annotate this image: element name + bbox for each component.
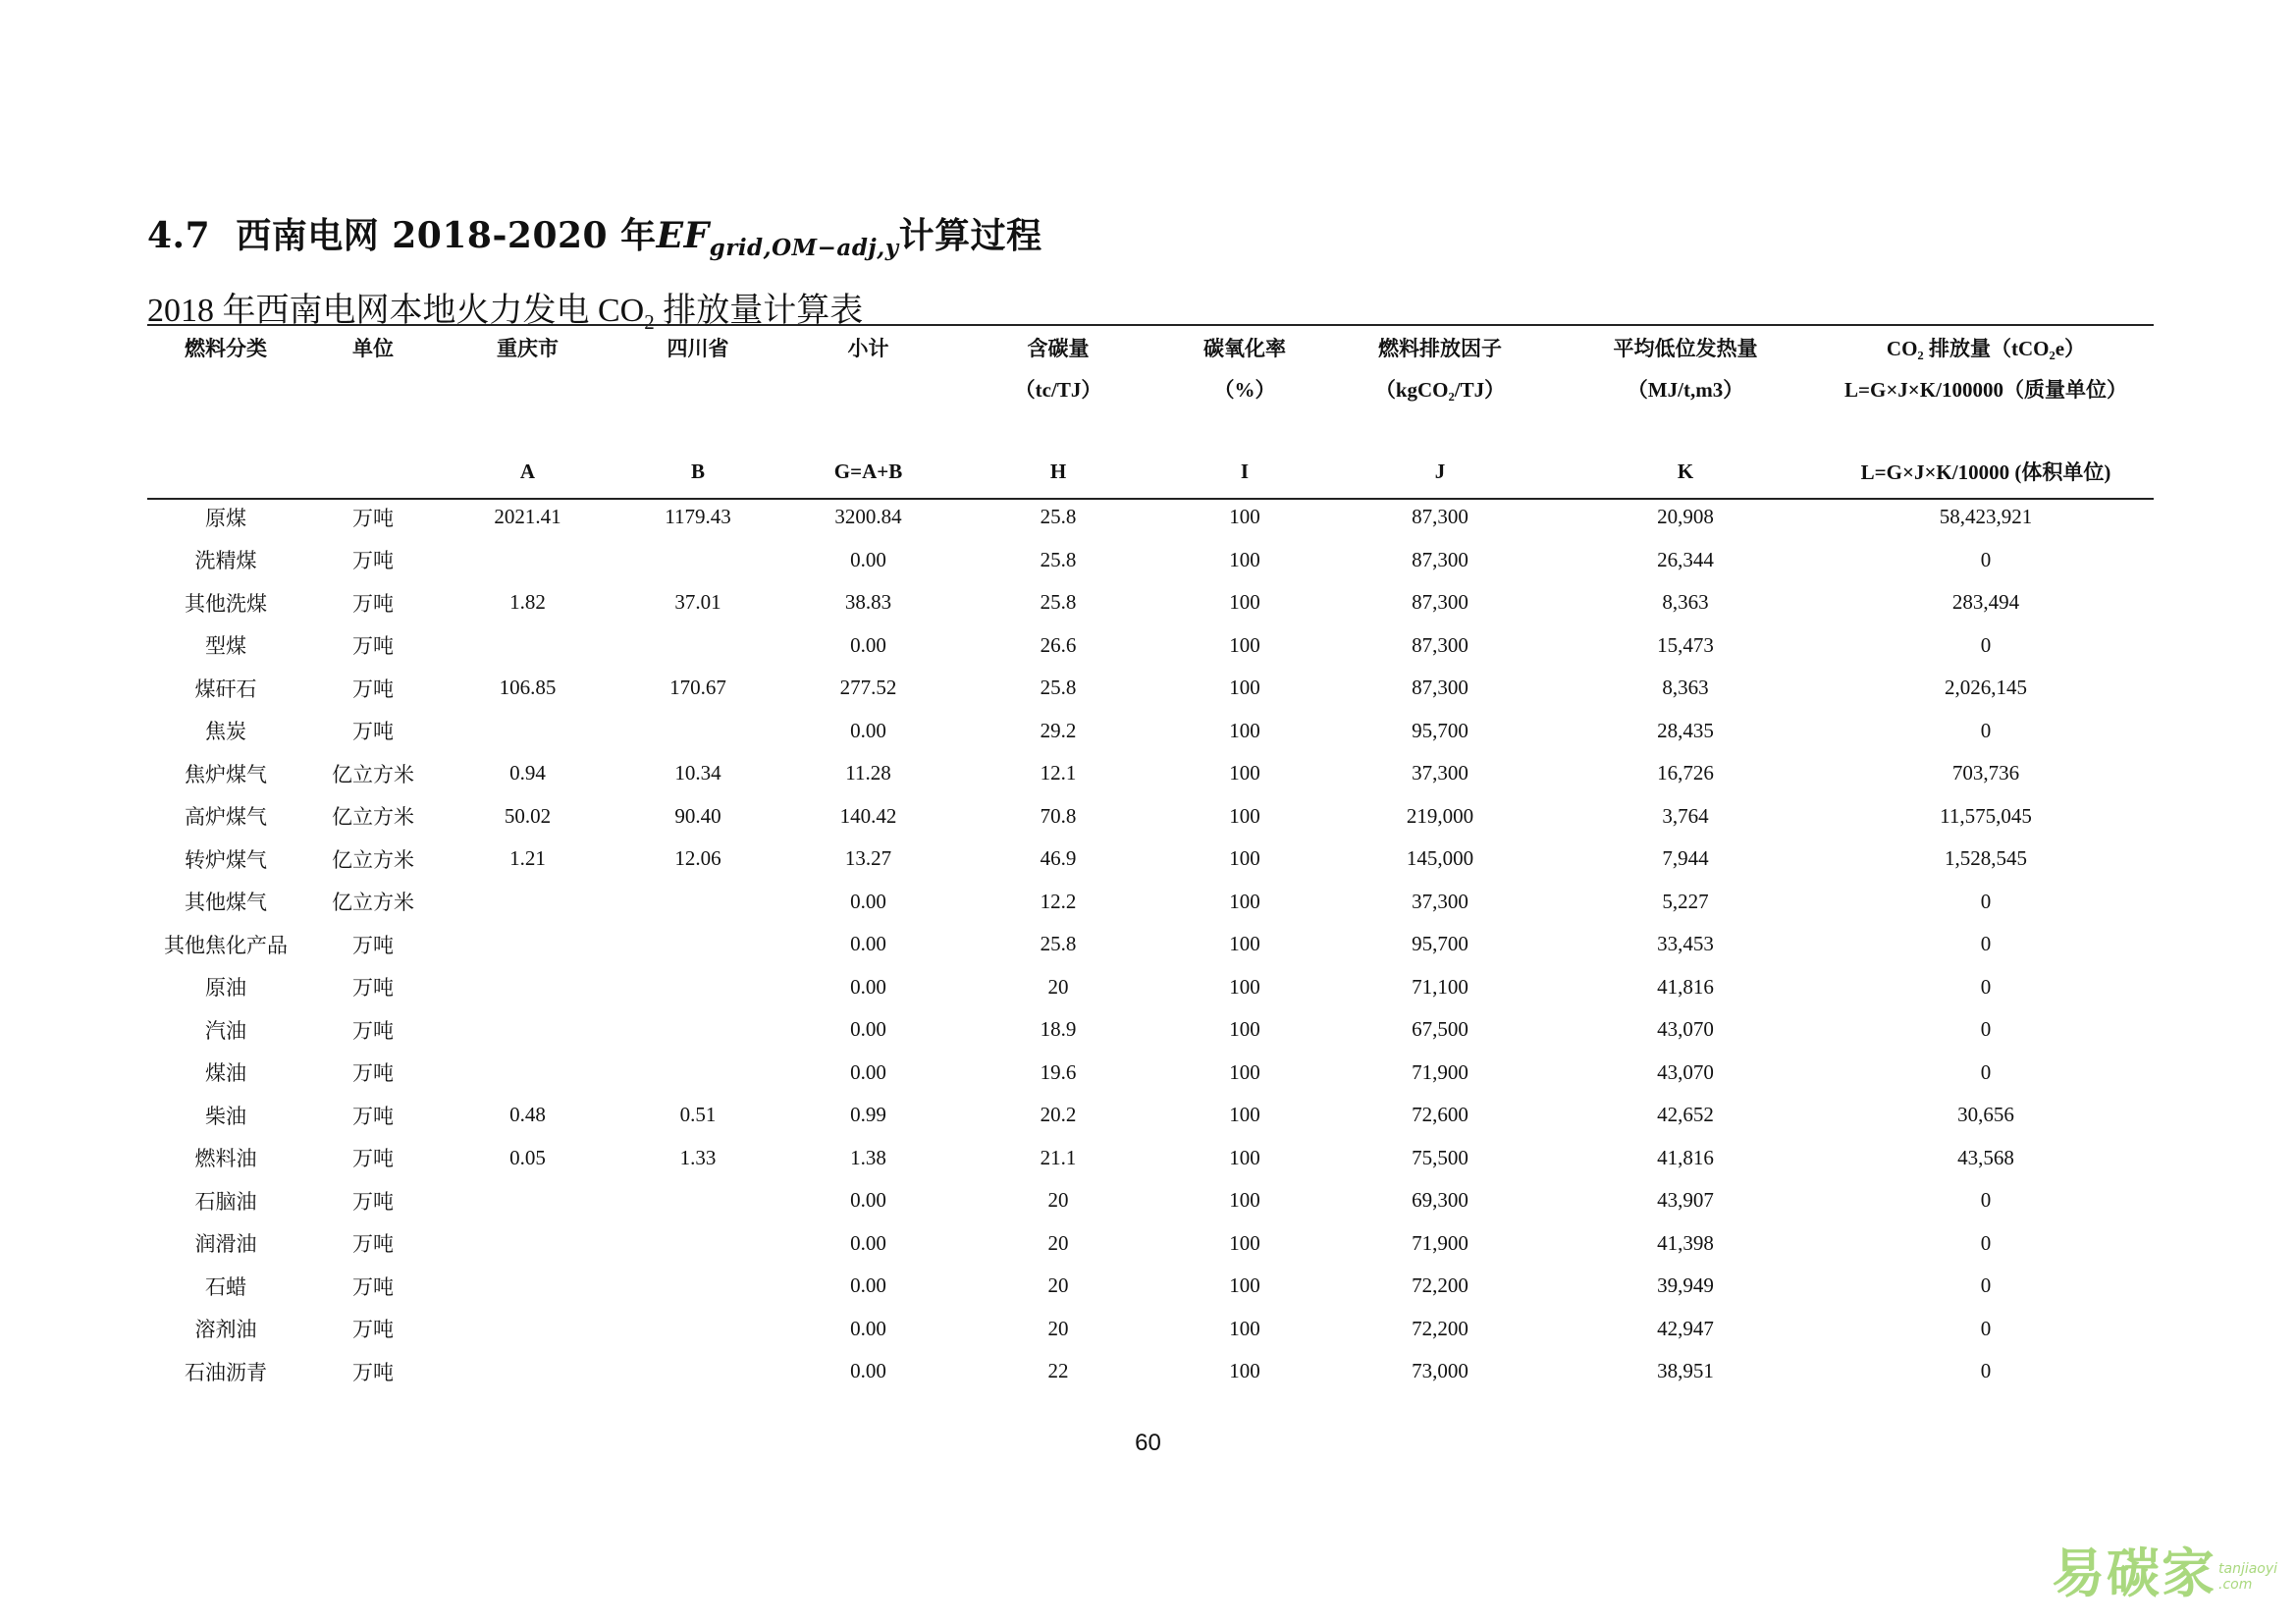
header-cell: （tc/TJ）	[1014, 378, 1102, 402]
cell-carbon-content: 20	[1047, 1316, 1069, 1340]
cell-carbon-content: 18.9	[1040, 1017, 1077, 1042]
cell-co2-emission: 0	[1980, 889, 1992, 913]
cell-fuel-type: 原油	[205, 976, 246, 1001]
cell-carbon-content: 70.8	[1040, 803, 1077, 828]
cell-co2-emission: 0	[1980, 632, 1992, 657]
cell-chongqing: 2021.41	[494, 505, 561, 529]
cell-unit: 万吨	[352, 720, 394, 744]
formula-main: EF	[656, 215, 710, 256]
cell-chongqing: 0.48	[509, 1103, 546, 1127]
cell-sichuan	[614, 966, 782, 1009]
cell-unit: 万吨	[352, 634, 394, 659]
cell-calorific-value: 7,944	[1662, 846, 1709, 871]
cell-emission-factor: 145,000	[1406, 846, 1474, 871]
cell-co2-emission: 0	[1980, 932, 1992, 956]
header-cell: A	[519, 459, 536, 483]
cell-fuel-type: 高炉煤气	[185, 805, 267, 830]
cell-co2-emission: 703,736	[1951, 761, 2020, 785]
cell-carbon-content: 20	[1047, 974, 1069, 999]
cell-sichuan	[614, 539, 782, 582]
cell-chongqing	[442, 1265, 614, 1308]
cell-chongqing: 0.05	[509, 1145, 546, 1169]
cell-fuel-type: 其他煤气	[185, 891, 267, 915]
cell-carbon-content: 25.8	[1040, 676, 1077, 700]
watermark-domain: tanjiaoyi .com	[2218, 1561, 2278, 1593]
cell-sichuan	[614, 881, 782, 924]
cell-co2-emission: 43,568	[1957, 1145, 2014, 1169]
cell-sichuan	[614, 1008, 782, 1052]
cell-oxidation-rate: 100	[1229, 676, 1260, 700]
caption-before: 2018 年西南电网本地火力发电 CO	[147, 293, 645, 329]
table-row	[147, 1137, 2154, 1180]
header-row-spacer	[147, 419, 2154, 447]
cell-subtotal: 0.00	[850, 1359, 886, 1383]
cell-chongqing	[442, 1222, 614, 1266]
cell-calorific-value: 16,726	[1657, 761, 1714, 785]
cell-unit: 万吨	[352, 1274, 394, 1299]
cell-fuel-type: 石脑油	[194, 1189, 257, 1214]
header-row-units	[147, 374, 2154, 419]
table-row	[147, 581, 2154, 624]
cell-chongqing: 1.21	[509, 846, 546, 871]
header-cell: 小计	[847, 337, 889, 360]
cell-unit: 万吨	[352, 549, 394, 573]
cell-calorific-value: 39,949	[1657, 1273, 1714, 1298]
heading-prefix: 西南电网 2018-2020 年	[236, 215, 657, 256]
cell-unit: 万吨	[352, 506, 394, 530]
table-row	[147, 1008, 2154, 1052]
heading-suffix: 计算过程	[898, 215, 1042, 256]
table-row	[147, 923, 2154, 966]
cell-sichuan: 1.33	[679, 1145, 717, 1169]
cell-subtotal: 0.00	[850, 1188, 886, 1213]
table-row	[147, 624, 2154, 668]
cell-co2-emission: 1,528,545	[1945, 846, 2027, 871]
cell-sichuan: 0.51	[679, 1103, 717, 1127]
header-cell	[304, 374, 442, 419]
cell-emission-factor: 87,300	[1412, 676, 1468, 700]
header-cell: 碳氧化率	[1203, 337, 1286, 360]
watermark-text: 易碳家	[2052, 1543, 2216, 1604]
cell-carbon-content: 25.8	[1040, 547, 1077, 571]
cell-emission-factor: 87,300	[1412, 547, 1468, 571]
cell-chongqing	[442, 1350, 614, 1393]
table-row	[147, 667, 2154, 710]
header-cell: （kgCO₂/TJ）	[1374, 378, 1506, 402]
cell-unit: 万吨	[352, 933, 394, 957]
cell-sichuan: 12.06	[674, 846, 721, 871]
header-cell: （%）	[1213, 378, 1276, 402]
cell-oxidation-rate: 100	[1229, 846, 1260, 871]
cell-oxidation-rate: 100	[1229, 547, 1260, 571]
cell-subtotal: 38.83	[844, 590, 892, 615]
cell-sichuan	[614, 1308, 782, 1351]
cell-oxidation-rate: 100	[1229, 932, 1260, 956]
cell-emission-factor: 87,300	[1412, 590, 1468, 615]
cell-calorific-value: 43,070	[1657, 1017, 1714, 1042]
cell-unit: 万吨	[352, 976, 394, 1001]
cell-sichuan	[614, 624, 782, 668]
cell-subtotal: 0.00	[850, 1059, 886, 1084]
cell-subtotal: 13.27	[844, 846, 892, 871]
cell-carbon-content: 22	[1047, 1359, 1069, 1383]
header-cell	[614, 374, 782, 419]
cell-oxidation-rate: 100	[1229, 590, 1260, 615]
table-row	[147, 752, 2154, 795]
cell-emission-factor: 71,900	[1412, 1059, 1468, 1084]
cell-oxidation-rate: 100	[1229, 718, 1260, 742]
cell-oxidation-rate: 100	[1229, 505, 1260, 529]
cell-unit: 亿立方米	[332, 805, 414, 830]
cell-subtotal: 0.00	[850, 718, 886, 742]
cell-fuel-type: 润滑油	[194, 1232, 257, 1257]
cell-carbon-content: 26.6	[1040, 632, 1077, 657]
cell-emission-factor: 71,900	[1412, 1230, 1468, 1255]
cell-chongqing	[442, 881, 614, 924]
cell-emission-factor: 72,600	[1412, 1103, 1468, 1127]
cell-co2-emission: 0	[1980, 974, 1992, 999]
cell-chongqing	[442, 539, 614, 582]
cell-co2-emission: 0	[1980, 718, 1992, 742]
cell-unit: 万吨	[352, 1018, 394, 1043]
cell-unit: 万吨	[352, 1232, 394, 1257]
cell-subtotal: 0.00	[850, 1273, 886, 1298]
header-cell	[304, 447, 442, 496]
cell-fuel-type: 石油沥青	[185, 1360, 267, 1384]
cell-oxidation-rate: 100	[1229, 974, 1260, 999]
header-cell: L=G×J×K/10000 (体积单位)	[1860, 460, 2111, 484]
cell-subtotal: 140.42	[839, 803, 897, 828]
cell-oxidation-rate: 100	[1229, 803, 1260, 828]
cell-fuel-type: 溶剂油	[194, 1318, 257, 1342]
cell-fuel-type: 石蜡	[205, 1274, 246, 1299]
cell-carbon-content: 25.8	[1040, 932, 1077, 956]
cell-fuel-type: 焦炭	[205, 720, 246, 744]
cell-calorific-value: 33,453	[1657, 932, 1714, 956]
table-row	[147, 881, 2154, 924]
cell-oxidation-rate: 100	[1229, 1188, 1260, 1213]
cell-chongqing	[442, 1052, 614, 1095]
cell-sichuan	[614, 710, 782, 753]
cell-unit: 万吨	[352, 1061, 394, 1086]
cell-fuel-type: 汽油	[205, 1018, 246, 1043]
cell-oxidation-rate: 100	[1229, 761, 1260, 785]
cell-fuel-type: 其他焦化产品	[164, 933, 288, 957]
cell-calorific-value: 41,816	[1657, 974, 1714, 999]
cell-emission-factor: 69,300	[1412, 1188, 1468, 1213]
header-cell	[147, 447, 304, 496]
cell-co2-emission: 11,575,045	[1940, 803, 2032, 828]
cell-calorific-value: 5,227	[1662, 889, 1709, 913]
cell-chongqing: 106.85	[499, 676, 557, 700]
cell-oxidation-rate: 100	[1229, 1316, 1260, 1340]
cell-calorific-value: 20,908	[1657, 505, 1714, 529]
cell-sichuan: 37.01	[674, 590, 721, 615]
cell-chongqing: 0.94	[509, 761, 546, 785]
cell-emission-factor: 87,300	[1412, 505, 1468, 529]
cell-calorific-value: 15,473	[1657, 632, 1714, 657]
table-row	[147, 1094, 2154, 1137]
cell-emission-factor: 219,000	[1406, 803, 1474, 828]
cell-carbon-content: 20	[1047, 1188, 1069, 1213]
cell-co2-emission: 30,656	[1957, 1103, 2014, 1127]
cell-sichuan	[614, 1052, 782, 1095]
cell-co2-emission: 0	[1980, 1017, 1992, 1042]
cell-calorific-value: 42,652	[1657, 1103, 1714, 1127]
table-row	[147, 795, 2154, 839]
cell-calorific-value: 26,344	[1657, 547, 1714, 571]
cell-subtotal: 277.52	[839, 676, 897, 700]
cell-oxidation-rate: 100	[1229, 1273, 1260, 1298]
table-row	[147, 1222, 2154, 1266]
table-row	[147, 1179, 2154, 1222]
header-cell: 重庆市	[497, 337, 559, 360]
cell-sichuan	[614, 923, 782, 966]
cell-sichuan: 90.40	[674, 803, 721, 828]
cell-calorific-value: 28,435	[1657, 718, 1714, 742]
cell-chongqing	[442, 1179, 614, 1222]
cell-co2-emission: 58,423,921	[1939, 505, 2033, 529]
cell-calorific-value: 41,398	[1657, 1230, 1714, 1255]
header-cell: I	[1240, 459, 1250, 483]
cell-oxidation-rate: 100	[1229, 889, 1260, 913]
cell-co2-emission: 0	[1980, 1059, 1992, 1084]
cell-emission-factor: 67,500	[1412, 1017, 1468, 1042]
cell-oxidation-rate: 100	[1229, 1145, 1260, 1169]
heading-formula	[656, 215, 899, 262]
cell-subtotal: 1.38	[850, 1145, 886, 1169]
table-row	[147, 966, 2154, 1009]
cell-sichuan	[614, 1350, 782, 1393]
cell-oxidation-rate: 100	[1229, 1103, 1260, 1127]
cell-sichuan: 10.34	[674, 761, 721, 785]
cell-chongqing	[442, 710, 614, 753]
cell-co2-emission: 0	[1980, 547, 1992, 571]
cell-co2-emission: 0	[1980, 1188, 1992, 1213]
page-number: 60	[1135, 1430, 1161, 1456]
cell-calorific-value: 3,764	[1662, 803, 1709, 828]
cell-chongqing	[442, 624, 614, 668]
cell-carbon-content: 19.6	[1040, 1059, 1077, 1084]
cell-unit: 万吨	[352, 591, 394, 616]
cell-subtotal: 0.00	[850, 889, 886, 913]
cell-subtotal: 0.00	[850, 1017, 886, 1042]
cell-sichuan	[614, 1222, 782, 1266]
cell-unit: 万吨	[352, 1104, 394, 1128]
cell-calorific-value: 41,816	[1657, 1145, 1714, 1169]
cell-carbon-content: 12.1	[1040, 761, 1077, 785]
cell-chongqing	[442, 966, 614, 1009]
cell-unit: 万吨	[352, 1360, 394, 1384]
cell-oxidation-rate: 100	[1229, 1017, 1260, 1042]
cell-fuel-type: 焦炉煤气	[185, 762, 267, 786]
table-row	[147, 1308, 2154, 1351]
cell-carbon-content: 25.8	[1040, 590, 1077, 615]
header-cell: 燃料分类	[185, 337, 267, 360]
cell-emission-factor: 87,300	[1412, 632, 1468, 657]
cell-calorific-value: 8,363	[1662, 676, 1709, 700]
cell-emission-factor: 71,100	[1412, 974, 1468, 999]
cell-unit: 亿立方米	[332, 847, 414, 872]
cell-sichuan: 1179.43	[665, 505, 731, 529]
cell-fuel-type: 其他洗煤	[185, 591, 267, 616]
table-row	[147, 710, 2154, 753]
header-cell: CO₂ 排放量（tCO₂e）	[1886, 337, 2086, 360]
header-row-codes	[147, 447, 2154, 496]
cell-sichuan: 170.67	[669, 676, 726, 700]
section-heading	[147, 208, 1042, 261]
header-cell: （MJ/t,m3）	[1627, 378, 1744, 402]
table-row	[147, 1265, 2154, 1308]
header-cell: 含碳量	[1027, 337, 1090, 360]
cell-subtotal: 11.28	[845, 761, 891, 785]
cell-oxidation-rate: 100	[1229, 632, 1260, 657]
cell-emission-factor: 72,200	[1412, 1273, 1468, 1298]
table-row	[147, 1350, 2154, 1393]
cell-subtotal: 0.99	[850, 1103, 886, 1127]
cell-carbon-content: 21.1	[1040, 1145, 1077, 1169]
cell-fuel-type: 煤矸石	[194, 677, 257, 701]
caption-subscript: 2	[644, 309, 655, 334]
cell-subtotal: 0.00	[850, 547, 886, 571]
caption-after: 排放量计算表	[654, 293, 864, 329]
table-row	[147, 539, 2154, 582]
cell-carbon-content: 25.8	[1040, 505, 1077, 529]
cell-unit: 万吨	[352, 1147, 394, 1171]
cell-unit: 万吨	[352, 677, 394, 701]
cell-carbon-content: 46.9	[1040, 846, 1077, 871]
cell-calorific-value: 43,907	[1657, 1188, 1714, 1213]
table-row	[147, 838, 2154, 881]
cell-fuel-type: 转炉煤气	[185, 847, 267, 872]
cell-emission-factor: 95,700	[1412, 932, 1468, 956]
cell-emission-factor: 72,200	[1412, 1316, 1468, 1340]
header-cell	[442, 374, 614, 419]
table-body	[147, 496, 2154, 1393]
table-row	[147, 1052, 2154, 1095]
cell-co2-emission: 0	[1980, 1316, 1992, 1340]
cell-sichuan	[614, 1265, 782, 1308]
header-cell: J	[1434, 459, 1446, 483]
header-cell	[147, 374, 304, 419]
cell-calorific-value: 42,947	[1657, 1316, 1714, 1340]
cell-subtotal: 0.00	[850, 632, 886, 657]
table-row	[147, 496, 2154, 539]
cell-fuel-type: 柴油	[205, 1104, 246, 1128]
cell-calorific-value: 43,070	[1657, 1059, 1714, 1084]
cell-carbon-content: 20	[1047, 1230, 1069, 1255]
cell-oxidation-rate: 100	[1229, 1359, 1260, 1383]
cell-carbon-content: 20	[1047, 1273, 1069, 1298]
cell-fuel-type: 原煤	[205, 506, 246, 530]
section-number: 4.7	[147, 215, 211, 256]
header-cell: 四川省	[667, 337, 729, 360]
header-cell: 单位	[352, 337, 394, 360]
cell-unit: 亿立方米	[332, 891, 414, 915]
watermark-logo	[2052, 1532, 2277, 1610]
cell-co2-emission: 283,494	[1951, 590, 2020, 615]
header-cell: H	[1049, 459, 1067, 483]
cell-co2-emission: 0	[1980, 1359, 1992, 1383]
cell-subtotal: 0.00	[850, 974, 886, 999]
cell-chongqing	[442, 1308, 614, 1351]
cell-carbon-content: 12.2	[1040, 889, 1077, 913]
cell-co2-emission: 0	[1980, 1230, 1992, 1255]
table-header	[147, 325, 2154, 496]
cell-subtotal: 0.00	[850, 1316, 886, 1340]
cell-chongqing	[442, 1008, 614, 1052]
cell-chongqing: 50.02	[504, 803, 552, 828]
cell-calorific-value: 38,951	[1657, 1359, 1714, 1383]
cell-unit: 万吨	[352, 1318, 394, 1342]
cell-fuel-type: 燃料油	[194, 1147, 257, 1171]
cell-co2-emission: 0	[1980, 1273, 1992, 1298]
cell-unit: 亿立方米	[332, 762, 414, 786]
cell-carbon-content: 20.2	[1040, 1103, 1077, 1127]
cell-oxidation-rate: 100	[1229, 1059, 1260, 1084]
cell-chongqing: 1.82	[509, 590, 546, 615]
cell-emission-factor: 73,000	[1412, 1359, 1468, 1383]
cell-fuel-type: 洗精煤	[194, 549, 257, 573]
cell-unit: 万吨	[352, 1189, 394, 1214]
emission-table	[147, 325, 2154, 1393]
cell-emission-factor: 95,700	[1412, 718, 1468, 742]
formula-subscript: grid,OM−adj,y	[709, 235, 899, 262]
cell-fuel-type: 煤油	[205, 1061, 246, 1086]
header-row-labels	[147, 325, 2154, 374]
cell-sichuan	[614, 1179, 782, 1222]
cell-emission-factor: 75,500	[1412, 1145, 1468, 1169]
header-cell: G=A+B	[833, 459, 903, 483]
header-cell: K	[1677, 459, 1694, 483]
cell-emission-factor: 37,300	[1412, 761, 1468, 785]
header-cell	[782, 374, 954, 419]
cell-calorific-value: 8,363	[1662, 590, 1709, 615]
cell-chongqing	[442, 923, 614, 966]
cell-subtotal: 3200.84	[834, 505, 902, 529]
header-cell: 平均低位发热量	[1613, 337, 1758, 360]
header-cell: L=G×J×K/100000（质量单位）	[1844, 378, 2127, 402]
cell-subtotal: 0.00	[850, 932, 886, 956]
cell-subtotal: 0.00	[850, 1230, 886, 1255]
cell-co2-emission: 2,026,145	[1945, 676, 2027, 700]
header-cell: B	[690, 459, 705, 483]
header-cell: 燃料排放因子	[1378, 337, 1502, 360]
cell-fuel-type: 型煤	[205, 634, 246, 659]
cell-carbon-content: 29.2	[1040, 718, 1077, 742]
cell-oxidation-rate: 100	[1229, 1230, 1260, 1255]
cell-emission-factor: 37,300	[1412, 889, 1468, 913]
